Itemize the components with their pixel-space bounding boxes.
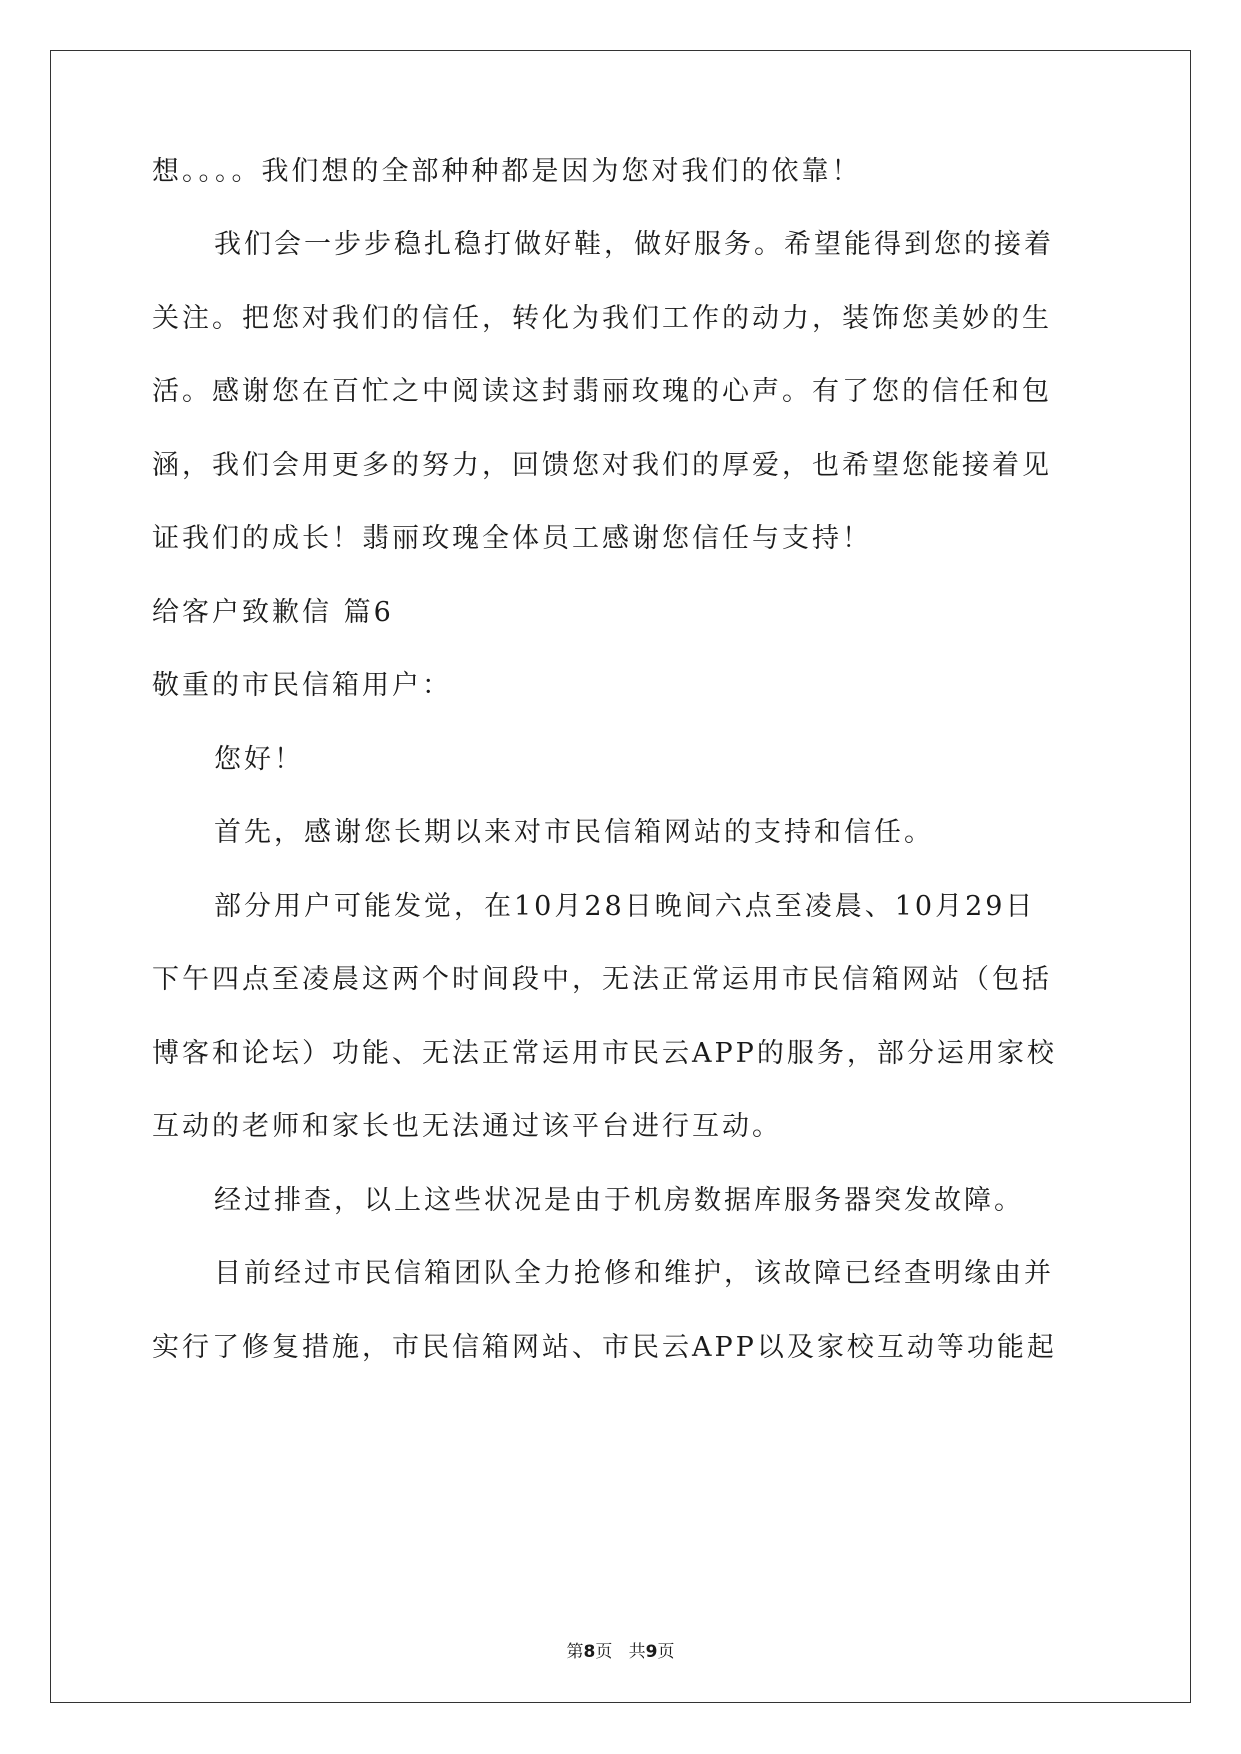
page-border [50,50,1191,1703]
paragraph-line: 首先，感谢您长期以来对市民信箱网站的支持和信任。 [214,817,934,848]
paragraph-line: 想。。。。我们想的全部种种都是因为您对我们的依靠！ [152,156,862,187]
paragraph-line: 实行了修复措施，市民信箱网站、市民云APP以及家校互动等功能起 [152,1332,1057,1363]
paragraph-line: 博客和论坛）功能、无法正常运用市民云APP的服务，部分运用家校 [152,1038,1057,1069]
salutation: 敬重的市民信箱用户： [152,670,452,701]
paragraph-line: 互动的老师和家长也无法通过该平台进行互动。 [152,1111,782,1142]
paragraph-line: 下午四点至凌晨这两个时间段中，无法正常运用市民信箱网站（包括 [152,964,1052,995]
total-pages-number: 9 [645,1642,658,1662]
paragraph-line: 涵，我们会用更多的努力，回馈您对我们的厚爱，也希望您能接着见 [152,450,1052,481]
paragraph-line: 我们会一步步稳扎稳打做好鞋，做好服务。希望能得到您的接着 [214,229,1054,260]
total-suffix: 页 [657,1642,675,1662]
paragraph-line: 部分用户可能发觉，在10月28日晚间六点至凌晨、10月29日 [214,891,1036,922]
page-footer [0,1640,1241,1664]
paragraph-line: 经过排查，以上这些状况是由于机房数据库服务器突发故障。 [214,1185,1024,1216]
paragraph-line: 目前经过市民信箱团队全力抢修和维护，该故障已经查明缘由并 [214,1258,1054,1289]
page-prefix: 第 [566,1642,584,1662]
page-suffix: 页 [595,1642,613,1662]
total-prefix: 共 [628,1642,646,1662]
paragraph-line: 证我们的成长！翡丽玫瑰全体员工感谢您信任与支持！ [152,523,872,554]
current-page-number: 8 [583,1642,596,1662]
greeting: 您好！ [214,744,304,775]
paragraph-line: 活。感谢您在百忙之中阅读这封翡丽玫瑰的心声。有了您的信任和包 [152,376,1052,407]
paragraph-line: 关注。把您对我们的信任，转化为我们工作的动力，装饰您美妙的生 [152,303,1052,334]
section-heading: 给客户致歉信 篇6 [152,597,394,628]
